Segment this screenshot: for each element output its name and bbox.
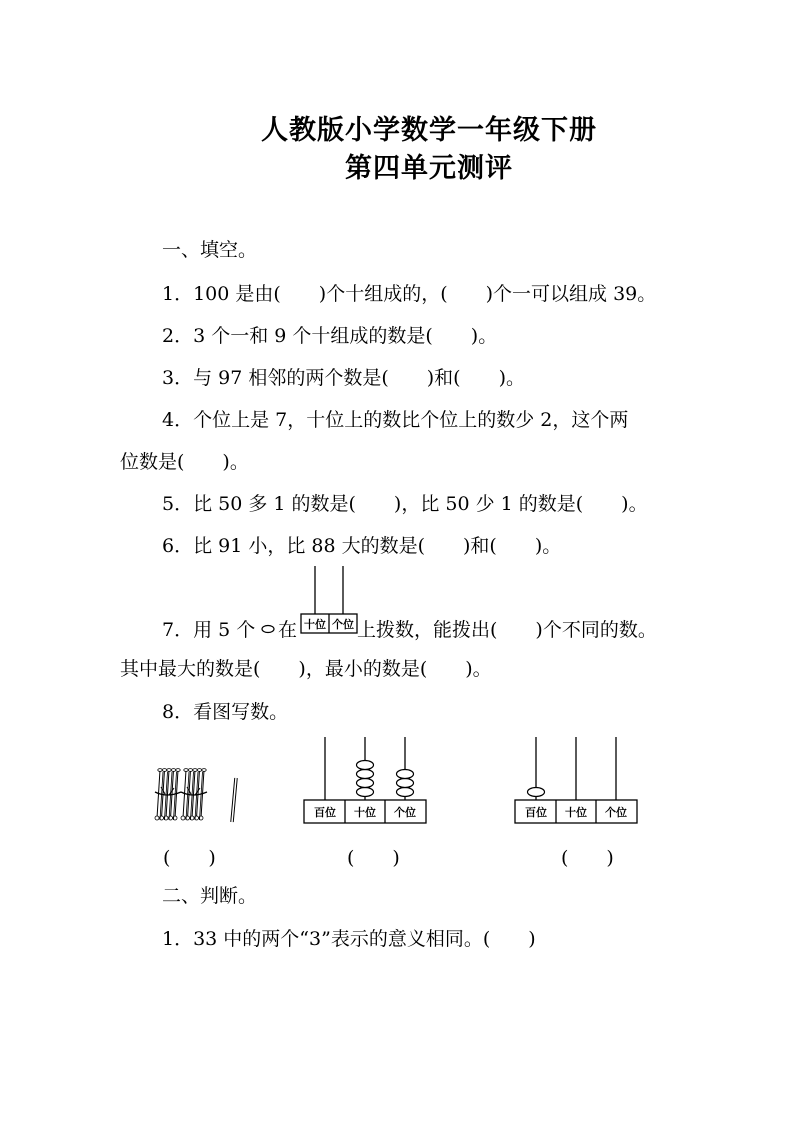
stick-bundle-2 — [181, 769, 207, 820]
answer-blank-abacus-2: ( ) — [561, 847, 614, 869]
abacus-1-bead-ones-3 — [397, 770, 414, 779]
abacus-1-bead-ones-2 — [397, 779, 414, 788]
question-5: 5．比 50 多 1 的数是( )，比 50 少 1 的数是( )。 — [162, 493, 648, 515]
stick-bundles-figure — [155, 769, 236, 822]
stick-bundle-1 — [155, 769, 181, 820]
abacus-1-bead-tens-3 — [357, 770, 374, 779]
abacus-2-label-tens: 十位 — [565, 806, 587, 819]
question-7-part3: 上拨数，能拨出( )个不同的数。 — [357, 619, 657, 641]
answer-blank-sticks: ( ) — [163, 847, 216, 869]
question-4-line2: 位数是( )。 — [120, 451, 249, 473]
question-6: 6．比 91 小，比 88 大的数是( )和( )。 — [162, 535, 562, 557]
abacus-1-label-hundreds: 百位 — [314, 806, 336, 819]
question-4-line1: 4．个位上是 7，十位上的数比个位上的数少 2，这个两 — [162, 409, 629, 431]
abacus-1-label-tens: 十位 — [354, 806, 376, 819]
abacus-1-bead-tens-1 — [357, 788, 374, 797]
single-stick-1 — [232, 778, 236, 822]
abacus-2 — [515, 737, 637, 823]
abacus-small — [301, 566, 357, 633]
section2-heading: 二、判断。 — [162, 885, 258, 907]
abacus-small-label-tens: 十位 — [304, 618, 326, 631]
page-title-line2: 第四单元测评 — [345, 153, 513, 184]
question-1: 1．100 是由( )个十组成的，( )个一可以组成 39。 — [162, 283, 657, 305]
abacus-1-bead-tens-2 — [357, 779, 374, 788]
question-7-part2: 在 — [278, 619, 298, 641]
answer-blank-abacus-1: ( ) — [347, 847, 400, 869]
abacus-1-label-ones: 个位 — [394, 806, 416, 819]
question-7-line2: 其中最大的数是( )，最小的数是( )。 — [120, 658, 492, 680]
question-8: 8．看图写数。 — [162, 701, 289, 723]
section2-question-1: 1．33 中的两个“3”表示的意义相同。( ) — [162, 928, 536, 950]
abacus-2-label-hundreds: 百位 — [525, 806, 547, 819]
question-7-part1: 7．用 5 个 — [162, 619, 256, 641]
abacus-small-label-ones: 个位 — [332, 618, 354, 631]
question-2: 2．3 个一和 9 个十组成的数是( )。 — [162, 325, 498, 347]
bead-icon — [262, 626, 274, 633]
abacus-2-label-ones: 个位 — [605, 806, 627, 819]
abacus-1-bead-ones-1 — [397, 788, 414, 797]
abacus-1 — [304, 737, 426, 823]
page-title-line1: 人教版小学数学一年级下册 — [261, 115, 597, 146]
question-3: 3．与 97 相邻的两个数是( )和( )。 — [162, 367, 525, 389]
abacus-1-bead-tens-4 — [357, 761, 374, 770]
section1-heading: 一、填空。 — [162, 239, 258, 261]
abacus-2-bead-hundreds-1 — [528, 788, 545, 797]
